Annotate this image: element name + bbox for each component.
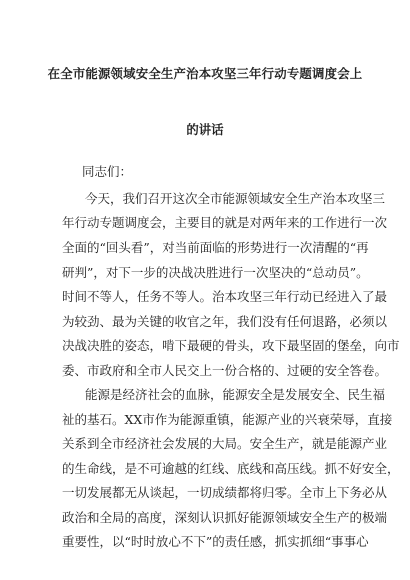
paragraph-3-line-6: 政治和全局的高度，深刻认识抓好能源领域安全生产的极端 [62, 510, 388, 525]
paragraph-3-line-7: 重要性，以“时时放心不下”的责任感，抓实抓细“事事心 [62, 534, 369, 549]
paragraph-1-line-4: 研判”，对下一步的决战决胜进行一次坚决的“总动员”。 [62, 265, 369, 280]
document-title-line-2: 的讲话 [186, 122, 224, 137]
paragraph-2-line-3: 决战决胜的姿态，啃下最硬的骨头，攻下最坚固的堡垒，向市 [62, 338, 400, 353]
document-title-line-1: 在全市能源领域安全生产治本攻坚三年行动专题调度会上 [47, 66, 363, 81]
paragraph-1-line-1: 今天，我们召开这次全市能源领域安全生产治本攻坚三 [85, 191, 386, 206]
paragraph-2-line-4: 委、市政府和全市人民交上一份合格的、过硬的安全答卷。 [62, 363, 388, 378]
paragraph-3-line-1: 能源是经济社会的血脉，能源安全是发展安全、民生福 [85, 387, 386, 402]
paragraph-3-line-5: 一切发展都无从谈起，一切成绩都将归零。全市上下务必从 [62, 485, 388, 500]
greeting: 同志们： [82, 164, 133, 179]
paragraph-1-line-2: 年行动专题调度会，主要目的就是对两年来的工作进行一次 [62, 215, 388, 230]
paragraph-3-line-3: 关系到全市经济社会发展的大局。安全生产，就是能源产业 [62, 436, 388, 451]
paragraph-3-line-4: 的生命线，是不可逾越的红线、底线和高压线。抓不好安全， [62, 461, 400, 476]
paragraph-3-line-2: 祉的基石。XX市作为能源重镇，能源产业的兴衰荣辱，直接 [62, 412, 393, 427]
paragraph-2-line-1: 时间不等人，任务不等人。治本攻坚三年行动已经进入了最 [62, 289, 388, 304]
paragraph-2-line-2: 为较劲、最为关键的收官之年，我们没有任何退路，必须以 [62, 314, 388, 329]
paragraph-1-line-3: 全面的“回头看”，对当前面临的形势进行一次清醒的“再 [62, 240, 369, 255]
